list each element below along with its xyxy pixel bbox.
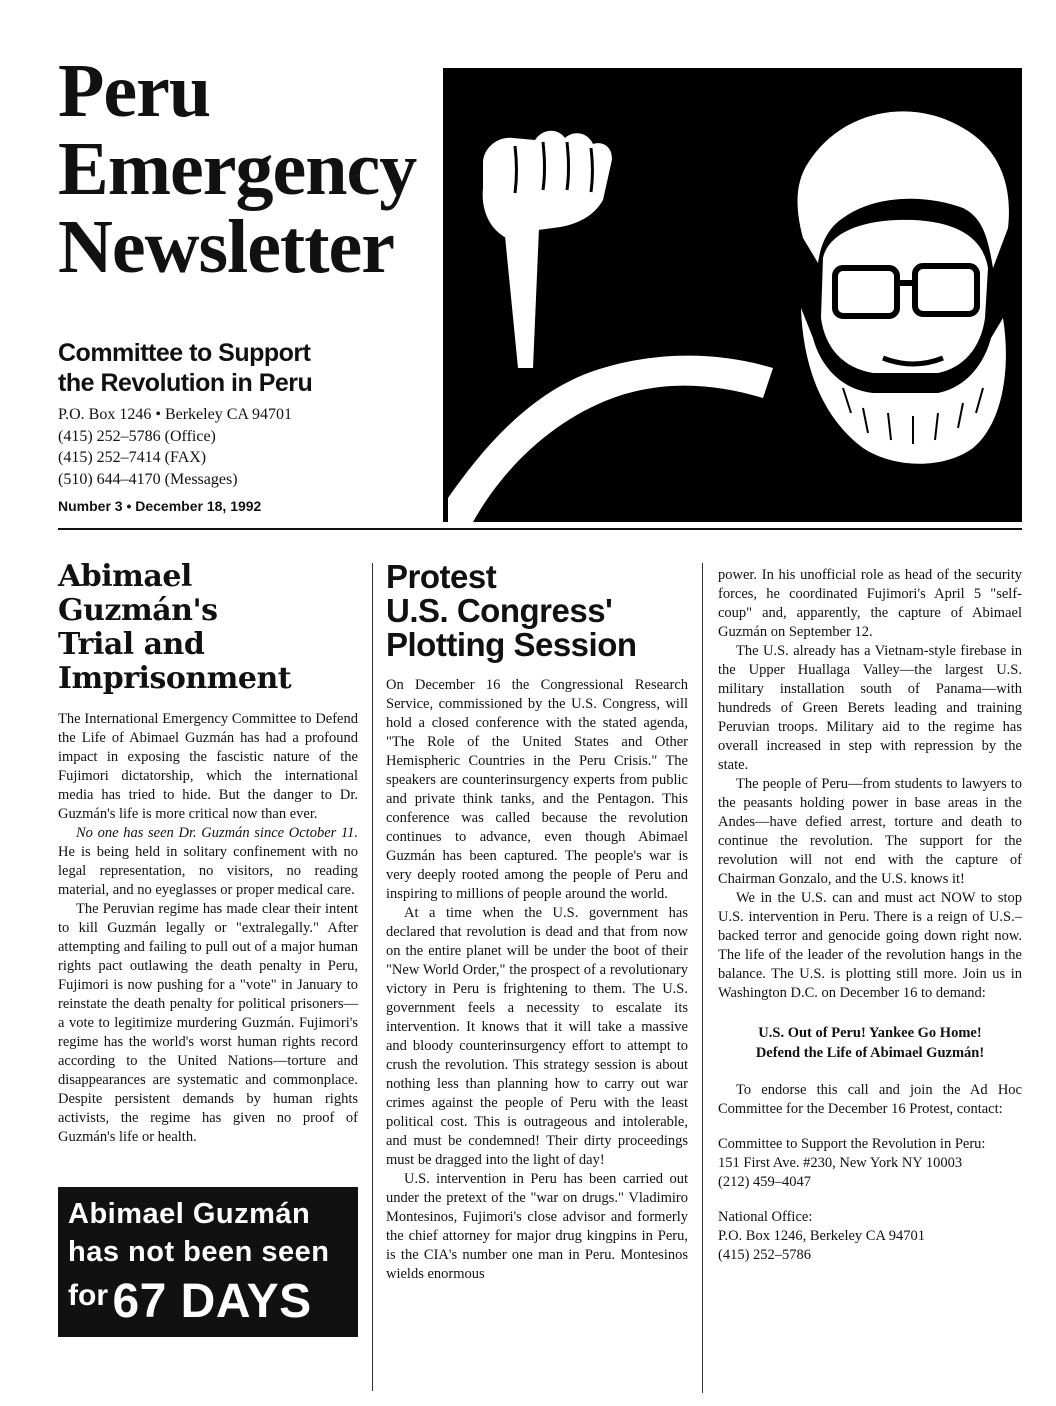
address-line: (415) 252–5786 xyxy=(718,1247,812,1263)
title-line: Peru xyxy=(58,49,211,133)
paragraph: U.S. intervention in Peru has been carried out under the pretext of the "war on drugs." Vladimiro Montesinos, Fujimori's close advisor and formerly the chief attorney for major drug kingpins in Peru, is the CIA's number one man in Peru. Montesinos wields enormous xyxy=(386,1171,688,1282)
contact-block xyxy=(58,404,438,490)
address-line: National Office: xyxy=(718,1209,813,1225)
paragraph: To endorse this call and join the Ad Hoc Committee for the December 16 Protest, contact: xyxy=(718,1082,1022,1117)
article-guzman-trial xyxy=(58,560,358,1147)
banner-line: Abimael Guzmán xyxy=(68,1198,311,1230)
masthead-title xyxy=(58,49,428,289)
article-headline xyxy=(386,560,688,662)
demand-slogans xyxy=(718,1023,1022,1063)
italic-lead: No one has seen Dr. Guzmán since October 11. xyxy=(76,825,358,841)
organization-name xyxy=(58,338,438,398)
headline-line: Trial and xyxy=(58,627,205,662)
portrait-illustration xyxy=(443,68,1022,522)
column-divider xyxy=(372,563,373,1391)
contact-line: (415) 252–7414 (FAX) xyxy=(58,449,207,466)
headline-line: Protest xyxy=(386,558,497,595)
paragraph: At a time when the U.S. government has declared that revolution is dead and that from now on the entire planet will be under the boot of their "New World Order," the prospect of a revolutionary victory in Peru is frightening to them. The U.S. government feels a necessity to escalate its intervention. It knows that it will take a massive and bloody counterinsurgency effort to attempt to crush the revolution. This strategy session is about nothing less than planning how to carry out war crimes against the people of Peru with the least political cost. This is outrageous and intolerable, and must be condemned! Their dirty proceedings must be dragged into the light of day! xyxy=(386,905,688,1168)
contact-line: (415) 252–5786 (Office) xyxy=(58,427,216,445)
paragraph: power. In his unofficial role as head of the security forces, he coordinated Fujimori's April 5 "self-coup" and, apparently, the capture of Abimael Guzmán on September 12. xyxy=(718,567,1022,640)
org-line: the Revolution in Peru xyxy=(58,369,313,397)
contact-line: P.O. Box 1246 • Berkeley CA 94701 xyxy=(58,406,293,423)
headline-line: U.S. Congress' xyxy=(386,592,613,629)
paragraph: The International Emergency Committee to Defend the Life of Abimael Guzmán has had a profound impact in exposing the fascistic nature of the Fujimori dictatorship, which the international media has tried to hide. But the danger to Dr. Guzmán's life is more critical now than ever. xyxy=(58,711,358,822)
title-line: Newsletter xyxy=(58,205,395,289)
paragraph: The U.S. already has a Vietnam-style firebase in the Upper Huallaga Valley—the largest U.S. military installation south of Panama—with hundreds of Green Berets leading and training Peruvian troops. Military aid to the regime has overall increased in step with repression by the state. xyxy=(718,643,1022,773)
contact-line: (510) 644–4170 (Messages) xyxy=(58,470,238,488)
org-line: Committee to Support xyxy=(58,339,311,367)
address-new-york xyxy=(718,1135,1022,1192)
address-line: 151 First Ave. #230, New York NY 10003 xyxy=(718,1155,963,1171)
paragraph xyxy=(58,824,358,900)
issue-number: Number 3 • December 18, 1992 xyxy=(58,498,262,514)
headline-line: Abimael Guzmán's xyxy=(58,559,218,628)
paragraph: We in the U.S. can and must act NOW to stop U.S. intervention in Peru. There is a reign of U.S.–backed terror and genocide going down right now. The life of the leader of the revolution hangs in the balance. The U.S. is plotting still more. Join us in Washington D.C. on December 16 to demand: xyxy=(718,890,1022,1001)
banner-line: has not been seen xyxy=(68,1236,330,1268)
paragraph: The Peruvian regime has made clear their intent to kill Guzmán legally or "extralegally." After attempting and failing to pull out of a major human rights pact outlawing the death penalty in Peru, Fujimori is now pushing for a "vote" in January to reinstate the death penalty for political prisoners—a vote to legitimize murdering Guzmán. Fujimori's regime has the world's worst human rights record according to the United Nations—torture and disappearances are systematic and commonplace. Despite persistent demands by human rights activists, the regime has given no proof of Guzmán's life or health. xyxy=(58,901,358,1145)
banner-days: 67 DAYS xyxy=(112,1275,312,1328)
address-line: P.O. Box 1246, Berkeley CA 94701 xyxy=(718,1228,926,1244)
slogan-line: U.S. Out of Peru! Yankee Go Home! xyxy=(758,1025,982,1041)
slogan-line: Defend the Life of Abimael Guzmán! xyxy=(755,1045,985,1061)
column-divider xyxy=(702,563,703,1393)
paragraph: The people of Peru—from students to lawyers to the peasants holding power in base areas in the Andes—have defied arrest, torture and death to continue the revolution. The support for the revolution will not end with the capture of Chairman Gonzalo, and the U.S. knows it! xyxy=(718,776,1022,887)
address-line: Committee to Support the Revolution in Peru: xyxy=(718,1136,986,1152)
address-line: (212) 459–4047 xyxy=(718,1174,812,1190)
title-line: Emergency xyxy=(58,127,417,211)
headline-line: Imprisonment xyxy=(58,661,292,696)
paragraph-rest: He is being held in solitary confinement with no legal representation, no visitors, no reading material, and no eyeglasses or proper medical care. xyxy=(58,844,358,898)
header-rule xyxy=(58,528,1022,530)
paragraph: On December 16 the Congressional Research Service, commissioned by the U.S. Congress, will hold a closed conference with the stated agenda, "The Role of the United States and Other Hemispheric Countries in the Peru Crisis." The speakers are counterinsurgency experts from public and private think tanks, and the Pentagon. This conference was called because the revolution continues to advance, even though Abimael Guzmán has been captured. The people's war is very deeply rooted among the people of Peru and inspiring to millions of people around the world. xyxy=(386,677,688,902)
days-unseen-banner xyxy=(58,1187,358,1337)
address-national-office xyxy=(718,1208,1022,1265)
article-protest-congress xyxy=(386,560,688,1284)
banner-for: for xyxy=(68,1279,108,1312)
article-continuation xyxy=(718,566,1022,1265)
banner-line xyxy=(68,1271,348,1338)
headline-line: Plotting Session xyxy=(386,626,637,663)
article-headline xyxy=(58,560,358,696)
